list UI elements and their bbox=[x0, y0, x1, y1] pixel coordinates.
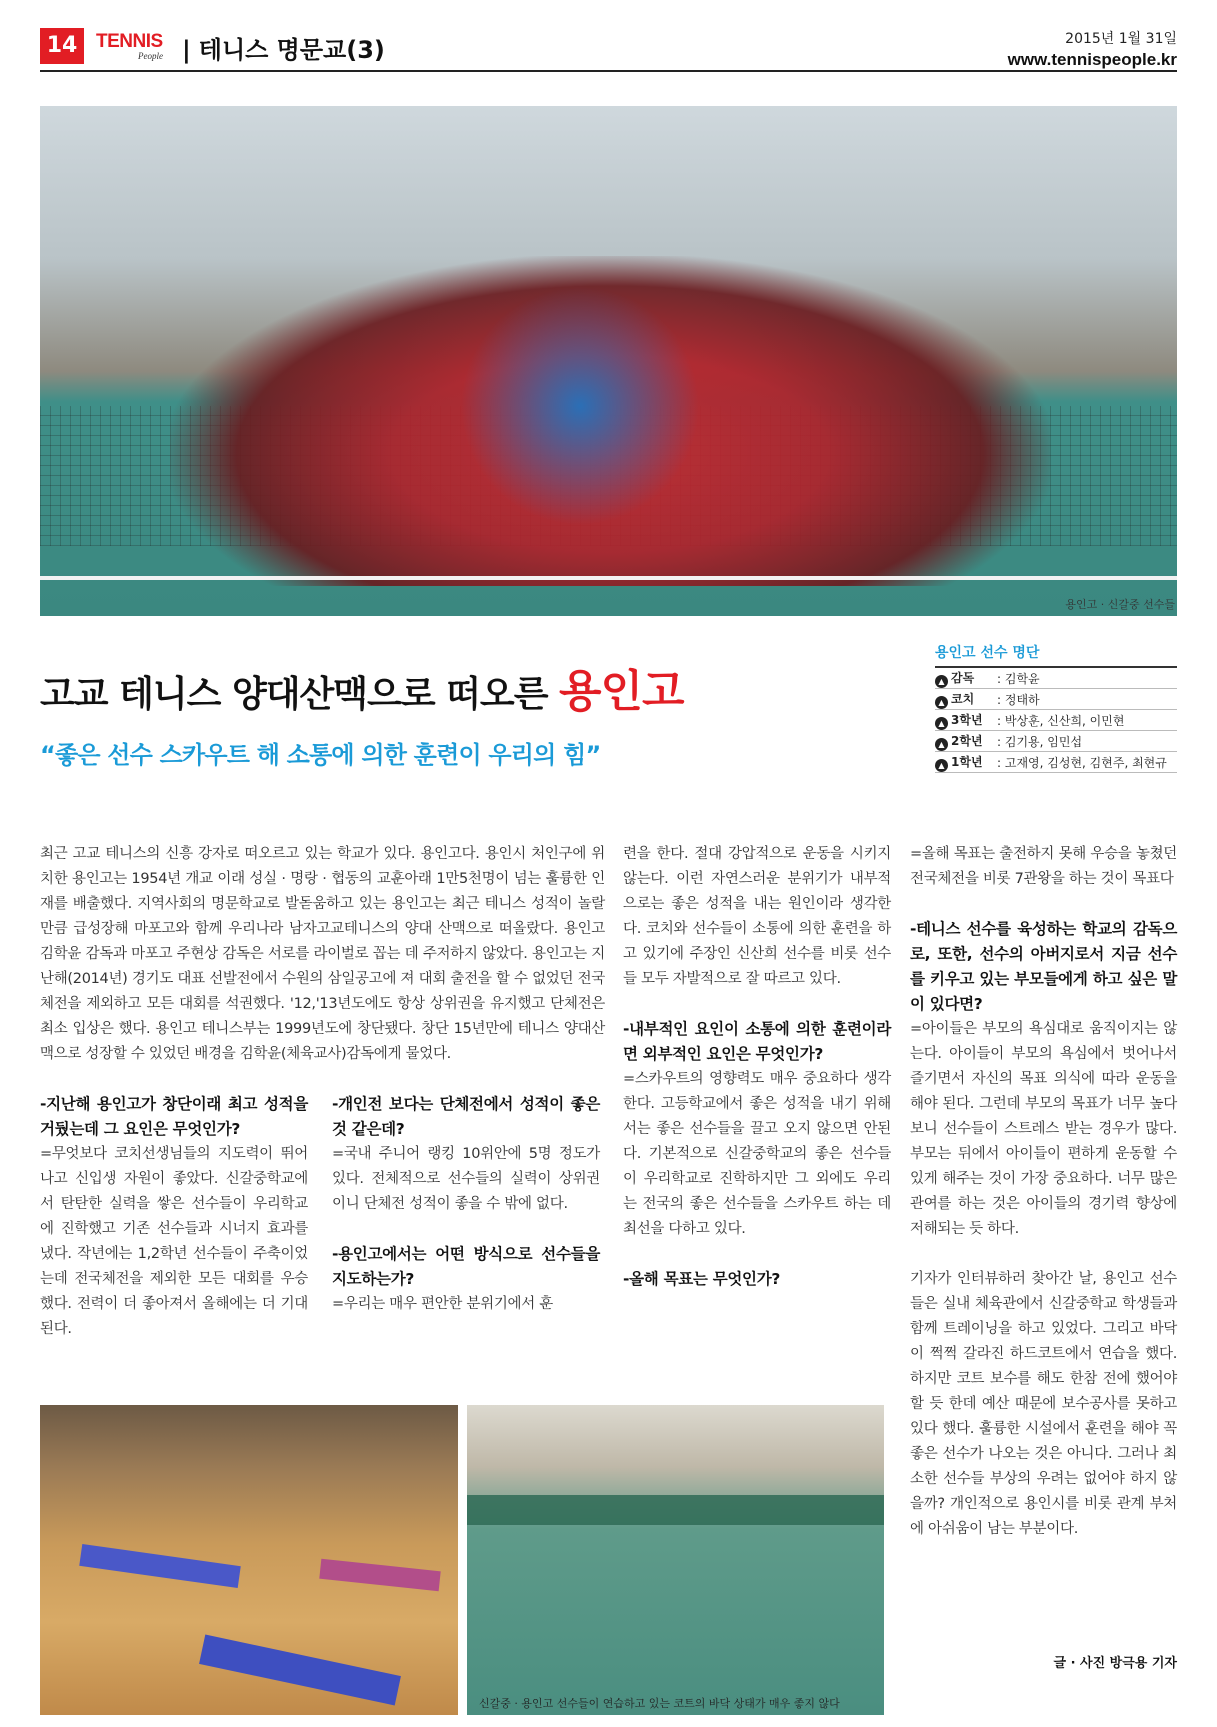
main-photo-caption: 용인고 · 신갈중 선수들 bbox=[1065, 598, 1175, 611]
gym-training-photo bbox=[40, 1405, 458, 1715]
question-2: -개인전 보다는 단체전에서 성적이 좋은 것 같은데? bbox=[332, 1095, 600, 1138]
section-title-text: 테니스 명문교(3) bbox=[198, 36, 385, 64]
triangle-icon: ▲ bbox=[935, 759, 948, 772]
roster-row bbox=[935, 710, 1177, 731]
headline bbox=[40, 655, 684, 719]
question-6: -테니스 선수를 육성하는 학교의 감독으로, 또한, 선수의 아버지로서 지금 선수를 키우고 있는 부모들에게 하고 싶은 말이 있다면? bbox=[910, 920, 1177, 1013]
roster-box bbox=[935, 642, 1177, 773]
headline-main: 고교 테니스 양대산맥으로 떠오른 bbox=[40, 674, 548, 715]
article-column-4 bbox=[910, 842, 1177, 1542]
triangle-icon: ▲ bbox=[935, 696, 948, 709]
answer-3-cont: 련을 한다. 절대 강압적으로 운동을 시키지 않는다. 이런 자연스러운 분위기가 내부적으로는 좋은 성적을 내는 원인이라 생각한다. 코치와 선수들이 소통에 의한 훈련을 하고 있기에 주장인 신산희 선수를 비롯 선수들 모두 자발적으로 잘 따르고 있다. bbox=[623, 846, 891, 987]
site-url: www.tennispeople.kr bbox=[1007, 50, 1177, 69]
issue-date: 2015년 1월 31일 bbox=[1065, 31, 1177, 47]
roster-names: : 박상훈, 신산희, 이민현 bbox=[997, 713, 1125, 728]
roster-role: 1학년 bbox=[951, 754, 983, 769]
answer-3-start: =우리는 매우 편안한 분위기에서 훈 bbox=[332, 1296, 553, 1312]
exercise-mat bbox=[319, 1559, 440, 1591]
question-3: -용인고에서는 어떤 방식으로 선수들을 지도하는가? bbox=[332, 1245, 600, 1288]
roster-role: 감독 bbox=[951, 670, 975, 685]
court-windscreen bbox=[467, 1495, 884, 1525]
triangle-icon: ▲ bbox=[935, 675, 948, 688]
headline-accent: 용인고 bbox=[559, 666, 684, 717]
court-practice-photo bbox=[467, 1405, 884, 1715]
article-column-2 bbox=[332, 1092, 600, 1317]
answer-6: =아이들은 부모의 욕심대로 움직이지는 않는다. 아이들이 부모의 욕심에서 벗어나서 즐기면서 자신의 목표 의식에 따라 운동을 해야 된다. 그런데 부모의 목표가 너무 높다 보니 선수들이 스트레스 받는 경우가 많다. 부모는 뒤에서 아이들이 편하게 운동할 수 있게 해주는 것이 가장 중요하다. 너무 많은 관여를 하는 것은 아이들의 경기력 향상에 저해되는 듯 하다. bbox=[910, 1021, 1177, 1237]
triangle-icon: ▲ bbox=[935, 717, 948, 730]
roster-row bbox=[935, 752, 1177, 773]
logo-sub-text: People bbox=[138, 51, 163, 61]
page-number: 14 bbox=[40, 28, 84, 64]
question-4: -내부적인 요인이 소통에 의한 훈련이라면 외부적인 요인은 무엇인가? bbox=[623, 1020, 891, 1063]
answer-2: =국내 주니어 랭킹 10위안에 5명 정도가 있다. 전체적으로 선수들의 실력이 상위권이니 단체전 성적이 좋을 수 밖에 없다. bbox=[332, 1146, 600, 1212]
team-photo bbox=[40, 106, 1177, 616]
article-column-3 bbox=[623, 842, 891, 1292]
roster-row bbox=[935, 731, 1177, 752]
article-intro bbox=[40, 842, 605, 1067]
roster-title: 용인고 선수 명단 bbox=[935, 642, 1177, 668]
roster-names: : 김학윤 bbox=[997, 671, 1040, 686]
court-line bbox=[40, 576, 1177, 580]
answer-4: =스카우트의 영향력도 매우 중요하다 생각한다. 고등학교에서 좋은 성적을 내기 위해서는 좋은 선수들을 끌고 오지 않으면 안된다. 기본적으로 신갈중학교의 좋은 선수들이 우리학교로 진학하지만 그 외에도 우리는 전국의 좋은 선수들을 스카우트 하는 데 최선을 다하고 있다. bbox=[623, 1071, 891, 1237]
closing-paragraph: 기자가 인터뷰하러 찾아간 날, 용인고 선수들은 실내 체육관에서 신갈중학교 학생들과 함께 트레이닝을 하고 있었다. 그리고 바닥이 쩍쩍 갈라진 하드코트에서 연습을 했다. 하지만 코트 보수를 해도 한참 전에 했어야 할 듯 한데 예산 때문에 보수공사를 못하고 있다 했다. 훌륭한 시설에서 훈련을 해야 꼭 좋은 선수가 나오는 것은 아니다. 그러나 최소한 선수들 부상의 우려는 없어야 하지 않을까? 개인적으로 용인시를 비롯 관계 부처에 아쉬움이 남는 부분이다. bbox=[910, 1271, 1177, 1537]
roster-role: 2학년 bbox=[951, 733, 983, 748]
players-group-blue bbox=[460, 286, 700, 526]
roster-names: : 김기용, 임민섭 bbox=[997, 734, 1083, 749]
court-photo-caption: 신갈중 · 용인고 선수들이 연습하고 있는 코트의 바닥 상태가 매우 좋지 않다 bbox=[479, 1697, 840, 1710]
roster-names: : 정태하 bbox=[997, 692, 1040, 707]
tennis-people-logo bbox=[96, 32, 174, 62]
roster-role: 코치 bbox=[951, 691, 975, 706]
roster-row bbox=[935, 668, 1177, 689]
subheadline: “좋은 선수 스카우트 해 소통에 의한 훈련이 우리의 힘” bbox=[40, 741, 601, 769]
exercise-mat bbox=[199, 1635, 401, 1706]
header-rule bbox=[40, 70, 1177, 72]
byline: 글 · 사진 방극용 기자 bbox=[1053, 1656, 1177, 1671]
roster-names: : 고재영, 김성현, 김현주, 최현규 bbox=[997, 755, 1167, 770]
intro-paragraph: 최근 고교 테니스의 신흥 강자로 떠오르고 있는 학교가 있다. 용인고다. 용인시 처인구에 위치한 용인고는 1954년 개교 이래 성실 · 명랑 · 협동의 교훈아래 1만5천명이 넘는 훌륭한 인재를 배출했다. 지역사회의 명문학교로 발돋움하고 있는 용인고는 최근 테니스 성적이 놀랄 만큼 급성장해 마포고와 함께 우리나라 남자고교테니스의 양대 산맥으로 떠올랐다. 용인고 김학윤 감독과 마포고 주현상 감독은 서로를 라이벌로 꼽는 데 주저하지 않았다. 용인고는 지난해(2014년) 경기도 대표 선발전에서 수원의 삼일공고에 져 대회 출전을 할 수 없었던 전국체전을 제외하고 모든 대회를 석권했다. '12,'13년도에도 항상 상위권을 유지했고 단체전은 최소 입상은 했다. 용인고 테니스부는 1999년도에 창단됐다. 창단 15년만에 테니스 양대산맥으로 성장할 수 있었던 배경을 김학윤(체육교사)감독에게 물었다. bbox=[40, 846, 605, 1062]
roster-role: 3학년 bbox=[951, 712, 983, 727]
roster-row bbox=[935, 689, 1177, 710]
logo-text: TENNIS bbox=[96, 31, 163, 52]
answer-1: =무엇보다 코치선생님들의 지도력이 뛰어나고 신입생 자원이 좋았다. 신갈중학교에서 탄탄한 실력을 쌓은 선수들이 우리학교에 진학했고 기존 선수들과 시너지 효과를 냈다. 작년에는 1,2학년 선수들이 주축이었는데 전국체전을 제외한 모든 대회를 우승했다. 전력이 더 좋아져서 올해에는 더 기대된다. bbox=[40, 1146, 308, 1337]
article-column-1 bbox=[40, 1092, 308, 1342]
triangle-icon: ▲ bbox=[935, 738, 948, 751]
exercise-mat bbox=[79, 1544, 241, 1588]
header-meta bbox=[1008, 28, 1177, 70]
question-1: -지난해 용인고가 창단이래 최고 성적을 거뒀는데 그 요인은 무엇인가? bbox=[40, 1095, 308, 1138]
answer-5: =올해 목표는 출전하지 못해 우승을 놓쳤던 전국체전을 비롯 7관왕을 하는 것이 목표다 bbox=[910, 846, 1177, 887]
section-divider: | bbox=[182, 36, 191, 64]
page-header bbox=[40, 22, 1177, 68]
question-5: -올해 목표는 무엇인가? bbox=[623, 1270, 781, 1288]
section-title bbox=[182, 30, 385, 65]
